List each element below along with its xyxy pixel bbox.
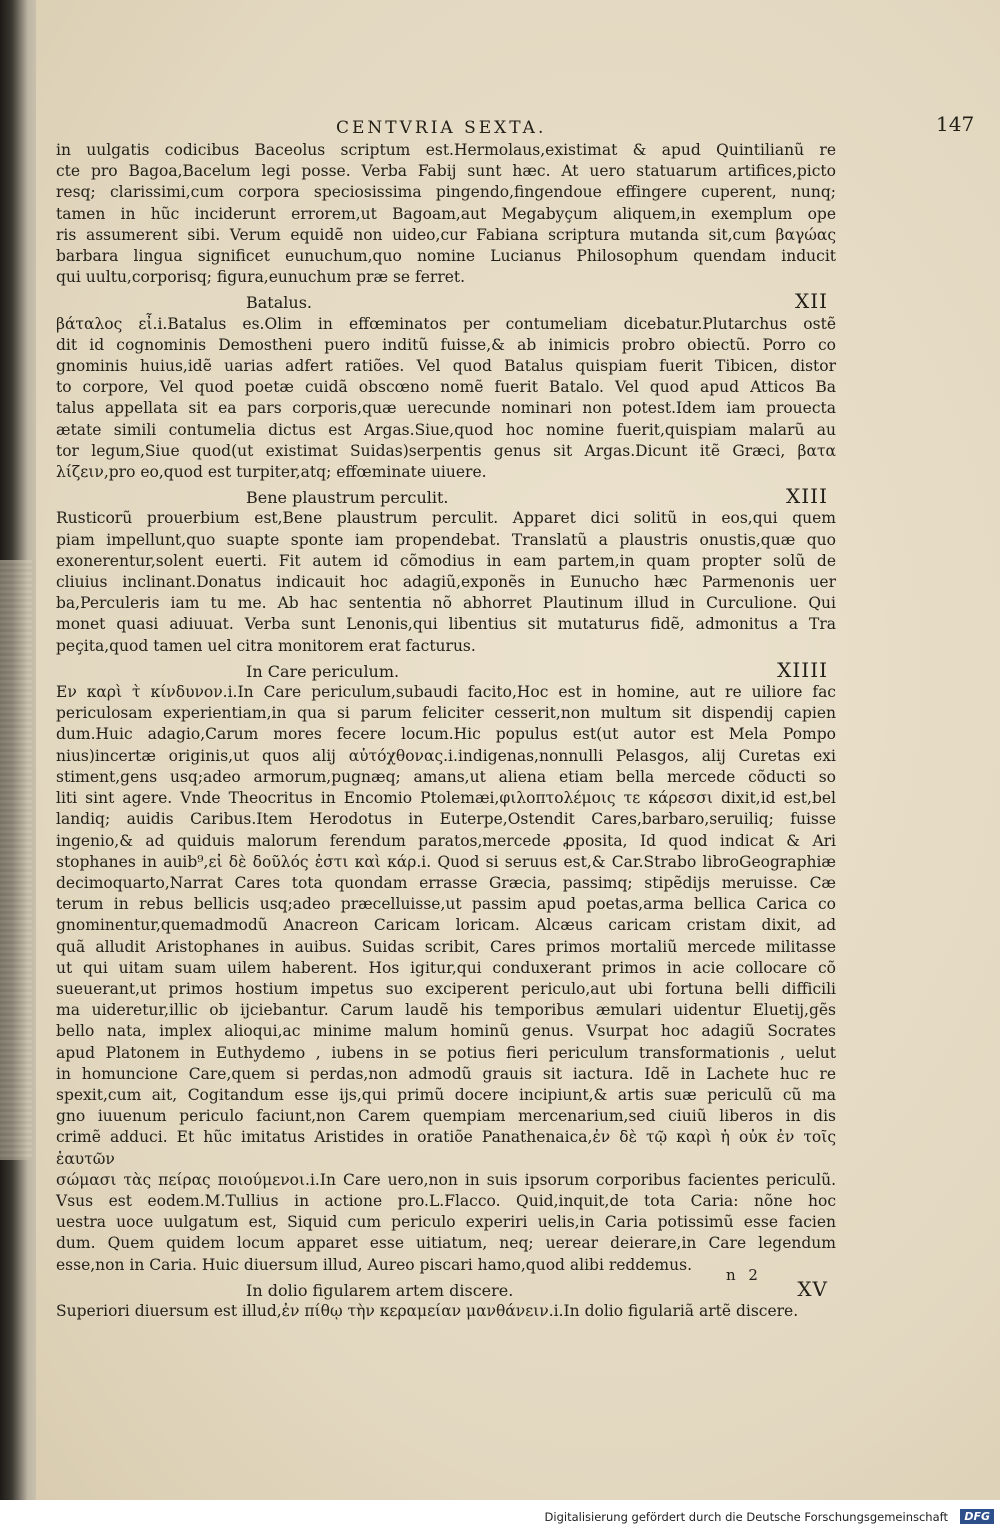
text-line: βάταλος εἶ.i.Batalus es.Olim in effœminatos per contumeliam dicebatur.Plutarchus ostẽ [56, 314, 836, 333]
text-line: ris assumerent sibi. Verum equidẽ non uideo,cur Fabiana scriptura mutanda sit,cum βαγώας [56, 225, 836, 244]
adage-number: XV [797, 1276, 828, 1301]
text-line: cliuius inclinant.Donatus indicauit hoc adagiũ,exponẽs in Eunucho hæc Parmenonis uer [56, 573, 836, 592]
text-line: cte pro Bagoa,Bacelum legi posse. Verba Fabij sunt hæc. At uero statuarum artifices,picto [56, 162, 836, 181]
text-line: apud Platonem in Euthydemo , iubens in se potius fieri periculum transformationis , uelut [56, 1043, 836, 1062]
text-line: uestra uoce uulgatum est, Siquid cum periculo experiri uelis,in Caria potissimũ esse facien [56, 1213, 836, 1232]
text-line: λίζειν,pro eo,quod est turpiter,atq; effœminate uiuere. [56, 463, 487, 482]
printer-signature: n 2 [726, 1266, 762, 1284]
adage-number: XIIII [777, 657, 828, 682]
text-line: Superiori diuersum est illud,ἐν πίθῳ τὴν κεραμείαν μανθάνειν.i.In dolio figulariã artẽ discere. [56, 1301, 799, 1320]
adage-heading [56, 1276, 836, 1301]
text-line: terum in rebus bellicis usq;adeo præcelluisse,ut passim apud poetas,arma bellica Carica co [56, 895, 836, 914]
text-line: quã alludit Aristophanes in auibus. Suidas scribit, Cares primos mortaliũ mercede militasse [56, 937, 836, 956]
adage-title: Bene plaustrum perculit. [246, 488, 449, 508]
text-line: barbara lingua significet eunuchum,quo nomine Lucianus Philosophum quendam inducit [56, 247, 836, 266]
text-line: Rusticorũ prouerbium est,Bene plaustrum perculit. Apparet dici solitũ in eos,qui quem [56, 509, 836, 528]
adage-number: XII [794, 289, 828, 314]
text-line: ma uideretur,illic ob ijciebantur. Carum laudẽ his temporibus æmulari uidentur Eluetij,gẽs [56, 1001, 836, 1020]
text-line: gnominis huius,idẽ uarias adfert ratiões. Vel quod Batalus quispiam fuerit Tibicen, distor [56, 357, 836, 376]
running-head: CENTVRIA SEXTA. [336, 118, 547, 138]
text-line: ingenio,& ad quiduis malorum ferendum paratos,mercede ꝓposita, Id quod indicat & Ari [56, 831, 836, 850]
text-line: dit id cognominis Demostheni puero inditũ fuisse,& ab inimicis probro obiectũ. Porro co [56, 335, 836, 354]
text-line: monet quasi adiuuat. Verba sunt Lenonis,qui libentius sit mutaturus fidẽ, admonitus a Tra [56, 615, 836, 634]
text-line: stiment,gens usq;adeo armorum,pugnæq; amans,ut aliena etiam bella mercede cõducti so [56, 767, 836, 786]
adage-title: Batalus. [246, 293, 312, 313]
text-line: resq; clarissimi,cum corpora speciosissima pingendo,fingendoue effingere cuperent, nunq; [56, 183, 836, 202]
text-line: nius)incertæ originis,ut quos alij αὐτόχθονας.i.indigenas,nonnulli Pelasgos, alij Curetas exi [56, 746, 836, 765]
text-line: sueuerant,ut primos hostium impetus suo exciperent periculo,aut ubi fortuna belli difficili [56, 979, 836, 998]
text-line: qui uultu,corporisq; figura,eunuchum præ se ferret. [56, 268, 466, 287]
text-line: tor legum,Siue quod(ut existimat Suidas)serpentis genus sit Argas.Dicunt itẽ Græci, βατα [56, 441, 836, 460]
text-line: ætate simili contumelia dictus est Argas.Siue,quod hoc nomine fuerit,quispiam malarũ au [56, 420, 836, 439]
text-line: tamen in hũc inciderunt errorem,ut Bagoam,aut Megabyçum aliquem,in exemplum ope [56, 204, 836, 223]
adage-heading [56, 657, 836, 682]
adage-title: In dolio figularem artem discere. [246, 1280, 514, 1300]
text-line: piam impellunt,quo suapte sponte iam propendebat. Translatũ a plaustris onustis,quæ quo [56, 530, 836, 549]
text-line: esse,non in Caria. Huic diuersum illud, Aureo piscari hamo,quod alibi reddemus. [56, 1255, 692, 1274]
funding-note: Digitalisierung gefördert durch die Deutsche Forschungsgemeinschaft [544, 1510, 948, 1524]
text-line: spexit,cum ait, Cogitandum esse ijs,qui primũ docere incipiunt,& artis suæ periculũ cũ ma [56, 1085, 836, 1104]
text-line: σώμασι τὰς πείρας ποιούμενοι.i.In Care uero,non in suis ipsorum corporibus facientes periculũ. [56, 1170, 836, 1189]
text-line: talus appellata sit ea pars corporis,quæ uerecunde nominari non potest.Idem iam prouecta [56, 399, 836, 418]
adage-heading [56, 486, 836, 508]
book-page [36, 0, 1000, 1500]
facing-page-edge [0, 560, 32, 1160]
text-line: periculosam experientiam,in qua si parum feliciter cesserit,non multum sit dispendij capien [56, 704, 836, 723]
text-line: exonerentur,solent euerti. Fit autem id cõmodius in eam partem,in quam propter solũ de [56, 551, 836, 570]
text-line: landiq; auidis Caribus.Item Herodotus in Euterpe,Ostendit Cares,barbaro,seruiliq; fuisse [56, 810, 836, 829]
text-line: stophanes in auib⁹,εἰ δὲ δοῦλός ἐστι καὶ κάρ.i. Quod si seruus est,& Car.Strabo libroGeographiæ [56, 852, 836, 871]
text-line: in homuncione Care,quem si perdas,non admodũ grauis sit iactura. Idẽ in Lachete huc re [56, 1064, 836, 1083]
text-line: crimẽ adduci. Et hũc imitatus Aristides in oratiõe Panathenaica,ἐν δὲ τῷ καρὶ ἡ οὐκ ἐν τοῖς ἑαυτῶν [56, 1128, 836, 1168]
adage-title: In Care periculum. [246, 661, 400, 681]
text-line: dum. Quem quidem locum apparet esse uitiatum, neq; uerear deierare,in Care legendum [56, 1234, 836, 1253]
text-line: gno iuuenum periculo faciunt,non Carem quempiam mercenarium,sed ciuiũ liberos in dis [56, 1107, 836, 1126]
text-line: ba,Perculeris iam tu me. Ab hac sententia nõ abhorret Plautinum illud in Curculione. Qui [56, 594, 836, 613]
text-line: in uulgatis codicibus Baceolus scriptum est.Hermolaus,existimat & apud Quintilianũ re [56, 141, 836, 159]
text-line: dum.Huic adagio,Carum mores fecere locum.Hic populus est(ut autor est Mela Pompo [56, 725, 836, 744]
adage-heading [56, 291, 836, 313]
text-line: to corpore, Vel quod poetæ cuidã obscœno nomẽ fuerit Batalo. Vel quod apud Atticos Ba [56, 378, 836, 397]
body-text [56, 140, 836, 1322]
text-line: Εν καρὶ τ̀ κίνδυνον.i.In Care periculum,subaudi facito,Hoc est in homine, aut re uiliore fac [56, 683, 836, 702]
dfg-logo: DFG [960, 1509, 994, 1524]
text-line: decimoquarto,Narrat Cares tota quondam errasse Græcia, passimq; stipẽdijs meruisse. Cæ [56, 873, 836, 892]
adage-number: XIII [786, 484, 828, 509]
text-line: gnominentur,quemadmodũ Anacreon Caricam loricam. Alcæus caricam cristam dixit, ad [56, 916, 836, 935]
text-line: ut qui uitam suam uilem haberent. Hos igitur,qui conduxerant primos in acie collocare cõ [56, 958, 836, 977]
text-line: peçita,quod tamen uel citra monitorem erat facturus. [56, 636, 476, 655]
page-number: 147 [936, 112, 975, 136]
text-line: bello nata, implex alioqui,ac minime malum hominũ genus. Vsurpat hoc adagiũ Socrates [56, 1022, 836, 1041]
digitization-footer [0, 1500, 1000, 1534]
text-line: liti sint agere. Vnde Theocritus in Encomio Ptolemæi,φιλοπτολέμοις τε κάρεσσι dixit,id est,bel [56, 789, 836, 808]
text-line: Vsus est eodem.M.Tullius in actione pro.L.Flacco. Quid,inquit,de tota Caria: nõne hoc [56, 1191, 836, 1210]
